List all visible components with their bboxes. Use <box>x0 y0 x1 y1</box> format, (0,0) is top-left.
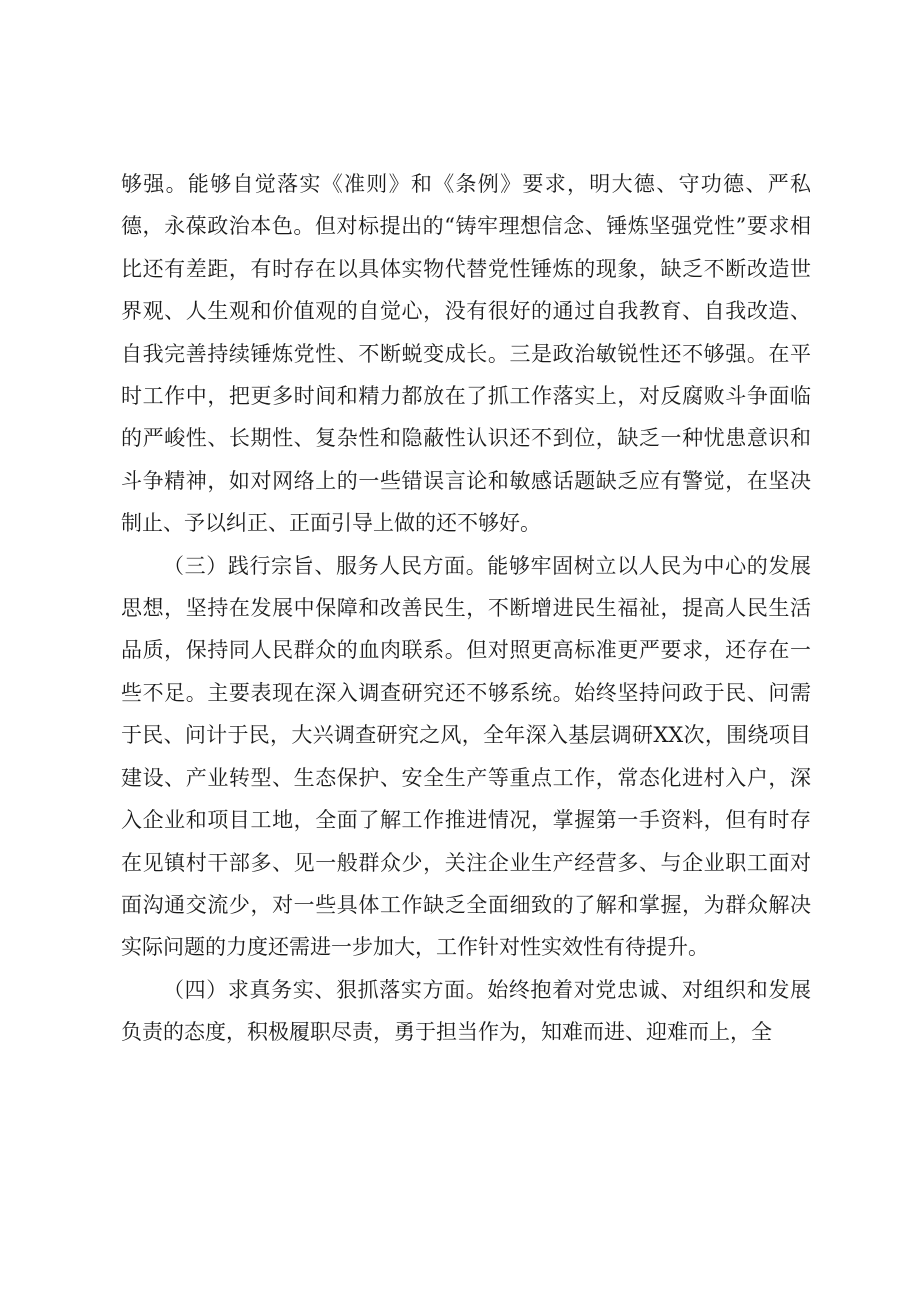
document-body <box>121 163 811 1054</box>
paragraph-section-four: （四）求真务实、狠抓落实方面。始终抱着对党忠诚、对组织和发展负责的态度，积极履职尽责，勇于担当作为，知难而进、迎难而上，全 <box>121 977 811 1045</box>
paragraph-continuation: 够强。能够自觉落实《准则》和《条例》要求，明大德、守功德、严私德，永葆政治本色。但对标提出的“铸牢理想信念、锤炼坚强党性”要求相比还有差距，有时存在以具体实物代替党性锤炼的现象，缺乏不断改造世界观、人生观和价值观的自觉心，没有很好的通过自我教育、自我改造、自我完善持续锤炼党性、不断蜕变成长。三是政治敏锐性还不够强。在平时工作中，把更多时间和精力都放在了抓工作落实上，对反腐败斗争面临的严峻性、长期性、复杂性和隐蔽性认识还不到位，缺乏一种忧患意识和斗争精神，如对网络上的一些错误言论和敏感话题缺乏应有警觉，在坚决制止、予以纠正、正面引导上做的还不够好。 <box>121 172 811 536</box>
paragraph-section-three: （三）践行宗旨、服务人民方面。能够牢固树立以人民为中心的发展思想，坚持在发展中保障和改善民生，不断增进民生福祉，提高人民生活品质，保持同人民群众的血肉联系。但对照更高标准更严要求，还存在一些不足。主要表现在深入调查研究还不够系统。始终坚持问政于民、问需于民、问计于民，大兴调查研究之风，全年深入基层调研XX次，围绕项目建设、产业转型、生态保护、安全生产等重点工作，常态化进村入户，深入企业和项目工地，全面了解工作推进情况，掌握第一手资料，但有时存在见镇村干部多、见一般群众少，关注企业生产经营多、与企业职工面对面沟通交流少，对一些具体工作缺乏全面细致的了解和掌握，为群众解决实际问题的力度还需进一步加大，工作针对性实效性有待提升。 <box>121 553 811 960</box>
